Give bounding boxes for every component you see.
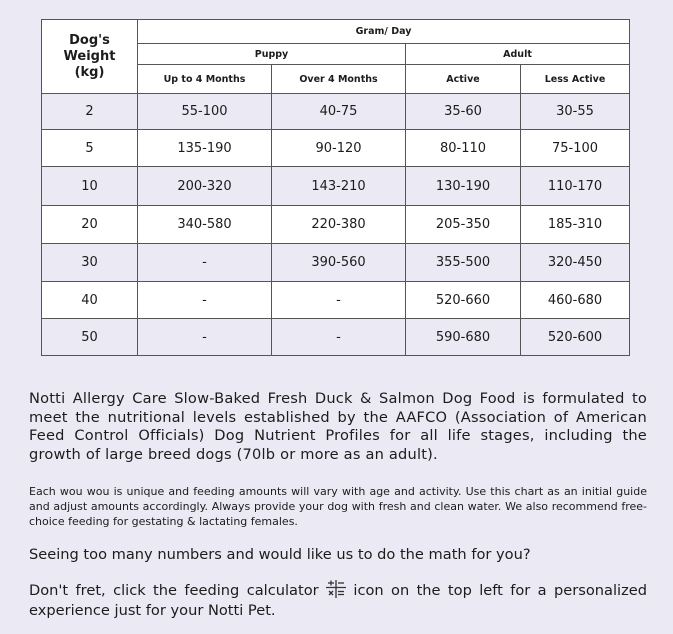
- table-row: [42, 167, 630, 206]
- table-cell: -: [138, 282, 272, 319]
- table-cell: 35-60: [406, 94, 521, 130]
- table-cell: 130-190: [406, 167, 521, 206]
- calculator-paragraph: [29, 580, 647, 621]
- weight-header: [42, 20, 138, 94]
- weight-cell: 2: [42, 94, 138, 130]
- weight-header-line-2: Weight: [63, 48, 116, 64]
- table-cell: -: [138, 244, 272, 282]
- table-cell: 355-500: [406, 244, 521, 282]
- table-cell: 390-560: [272, 244, 406, 282]
- table-cell: 90-120: [272, 130, 406, 167]
- column-header: Active: [406, 65, 521, 94]
- table-row: [42, 282, 630, 319]
- aafco-paragraph: Notti Allergy Care Slow-Baked Fresh Duck & Salmon Dog Food is formulated to meet the nutritional levels established by the AAFCO (Association of American Feed Control Officials) Dog Nutrient Profiles for all life stages, including the growth of large breed dogs (70lb or more as an adult).: [29, 390, 647, 463]
- table-cell: 143-210: [272, 167, 406, 206]
- table-cell: 460-680: [521, 282, 630, 319]
- column-header: Up to 4 Months: [138, 65, 272, 94]
- weight-header-line-1: Dog's: [69, 32, 110, 48]
- weight-cell: 50: [42, 319, 138, 356]
- table-cell: 340-580: [138, 206, 272, 244]
- table-row: [42, 130, 630, 167]
- table-cell: 185-310: [521, 206, 630, 244]
- table-cell: 205-350: [406, 206, 521, 244]
- weight-cell: 20: [42, 206, 138, 244]
- table-cell: 590-680: [406, 319, 521, 356]
- math-question: Seeing too many numbers and would like us to do the math for you?: [29, 546, 531, 563]
- weight-cell: 10: [42, 167, 138, 206]
- column-header: Over 4 Months: [272, 65, 406, 94]
- table-row: [42, 319, 630, 356]
- table-cell: 80-110: [406, 130, 521, 167]
- feeding-guide-paragraph: Each wou wou is unique and feeding amounts will vary with age and activity. Use this chart as an initial guide and adjust amounts accordingly. Always provide your dog with fresh and clean water. We also recommend free-choice feeding for gestating & lactating females.: [29, 485, 647, 528]
- table-cell: 40-75: [272, 94, 406, 130]
- table-cell: 30-55: [521, 94, 630, 130]
- table-cell: -: [272, 319, 406, 356]
- column-header: Less Active: [521, 65, 630, 94]
- table-cell: 220-380: [272, 206, 406, 244]
- weight-cell: 30: [42, 244, 138, 282]
- table-row: [42, 94, 630, 130]
- feeding-table: [41, 19, 630, 356]
- table-cell: -: [272, 282, 406, 319]
- table-row: [42, 244, 630, 282]
- table-cell: 520-600: [521, 319, 630, 356]
- table-row: [42, 206, 630, 244]
- table-cell: 55-100: [138, 94, 272, 130]
- table-cell: 75-100: [521, 130, 630, 167]
- puppy-header: Puppy: [138, 44, 406, 65]
- table-cell: 200-320: [138, 167, 272, 206]
- weight-cell: 40: [42, 282, 138, 319]
- table-cell: -: [138, 319, 272, 356]
- weight-cell: 5: [42, 130, 138, 167]
- calculator-text-after: icon on the top left for a personalized experience just for your Notti Pet.: [29, 582, 647, 619]
- calculator-icon[interactable]: [326, 580, 346, 598]
- gram-day-header: Gram/ Day: [138, 20, 630, 44]
- adult-header: Adult: [406, 44, 630, 65]
- calculator-text-before: Don't fret, click the feeding calculator: [29, 582, 327, 599]
- table-cell: 520-660: [406, 282, 521, 319]
- table-cell: 135-190: [138, 130, 272, 167]
- table-cell: 320-450: [521, 244, 630, 282]
- weight-header-line-3: (kg): [74, 64, 105, 80]
- table-cell: 110-170: [521, 167, 630, 206]
